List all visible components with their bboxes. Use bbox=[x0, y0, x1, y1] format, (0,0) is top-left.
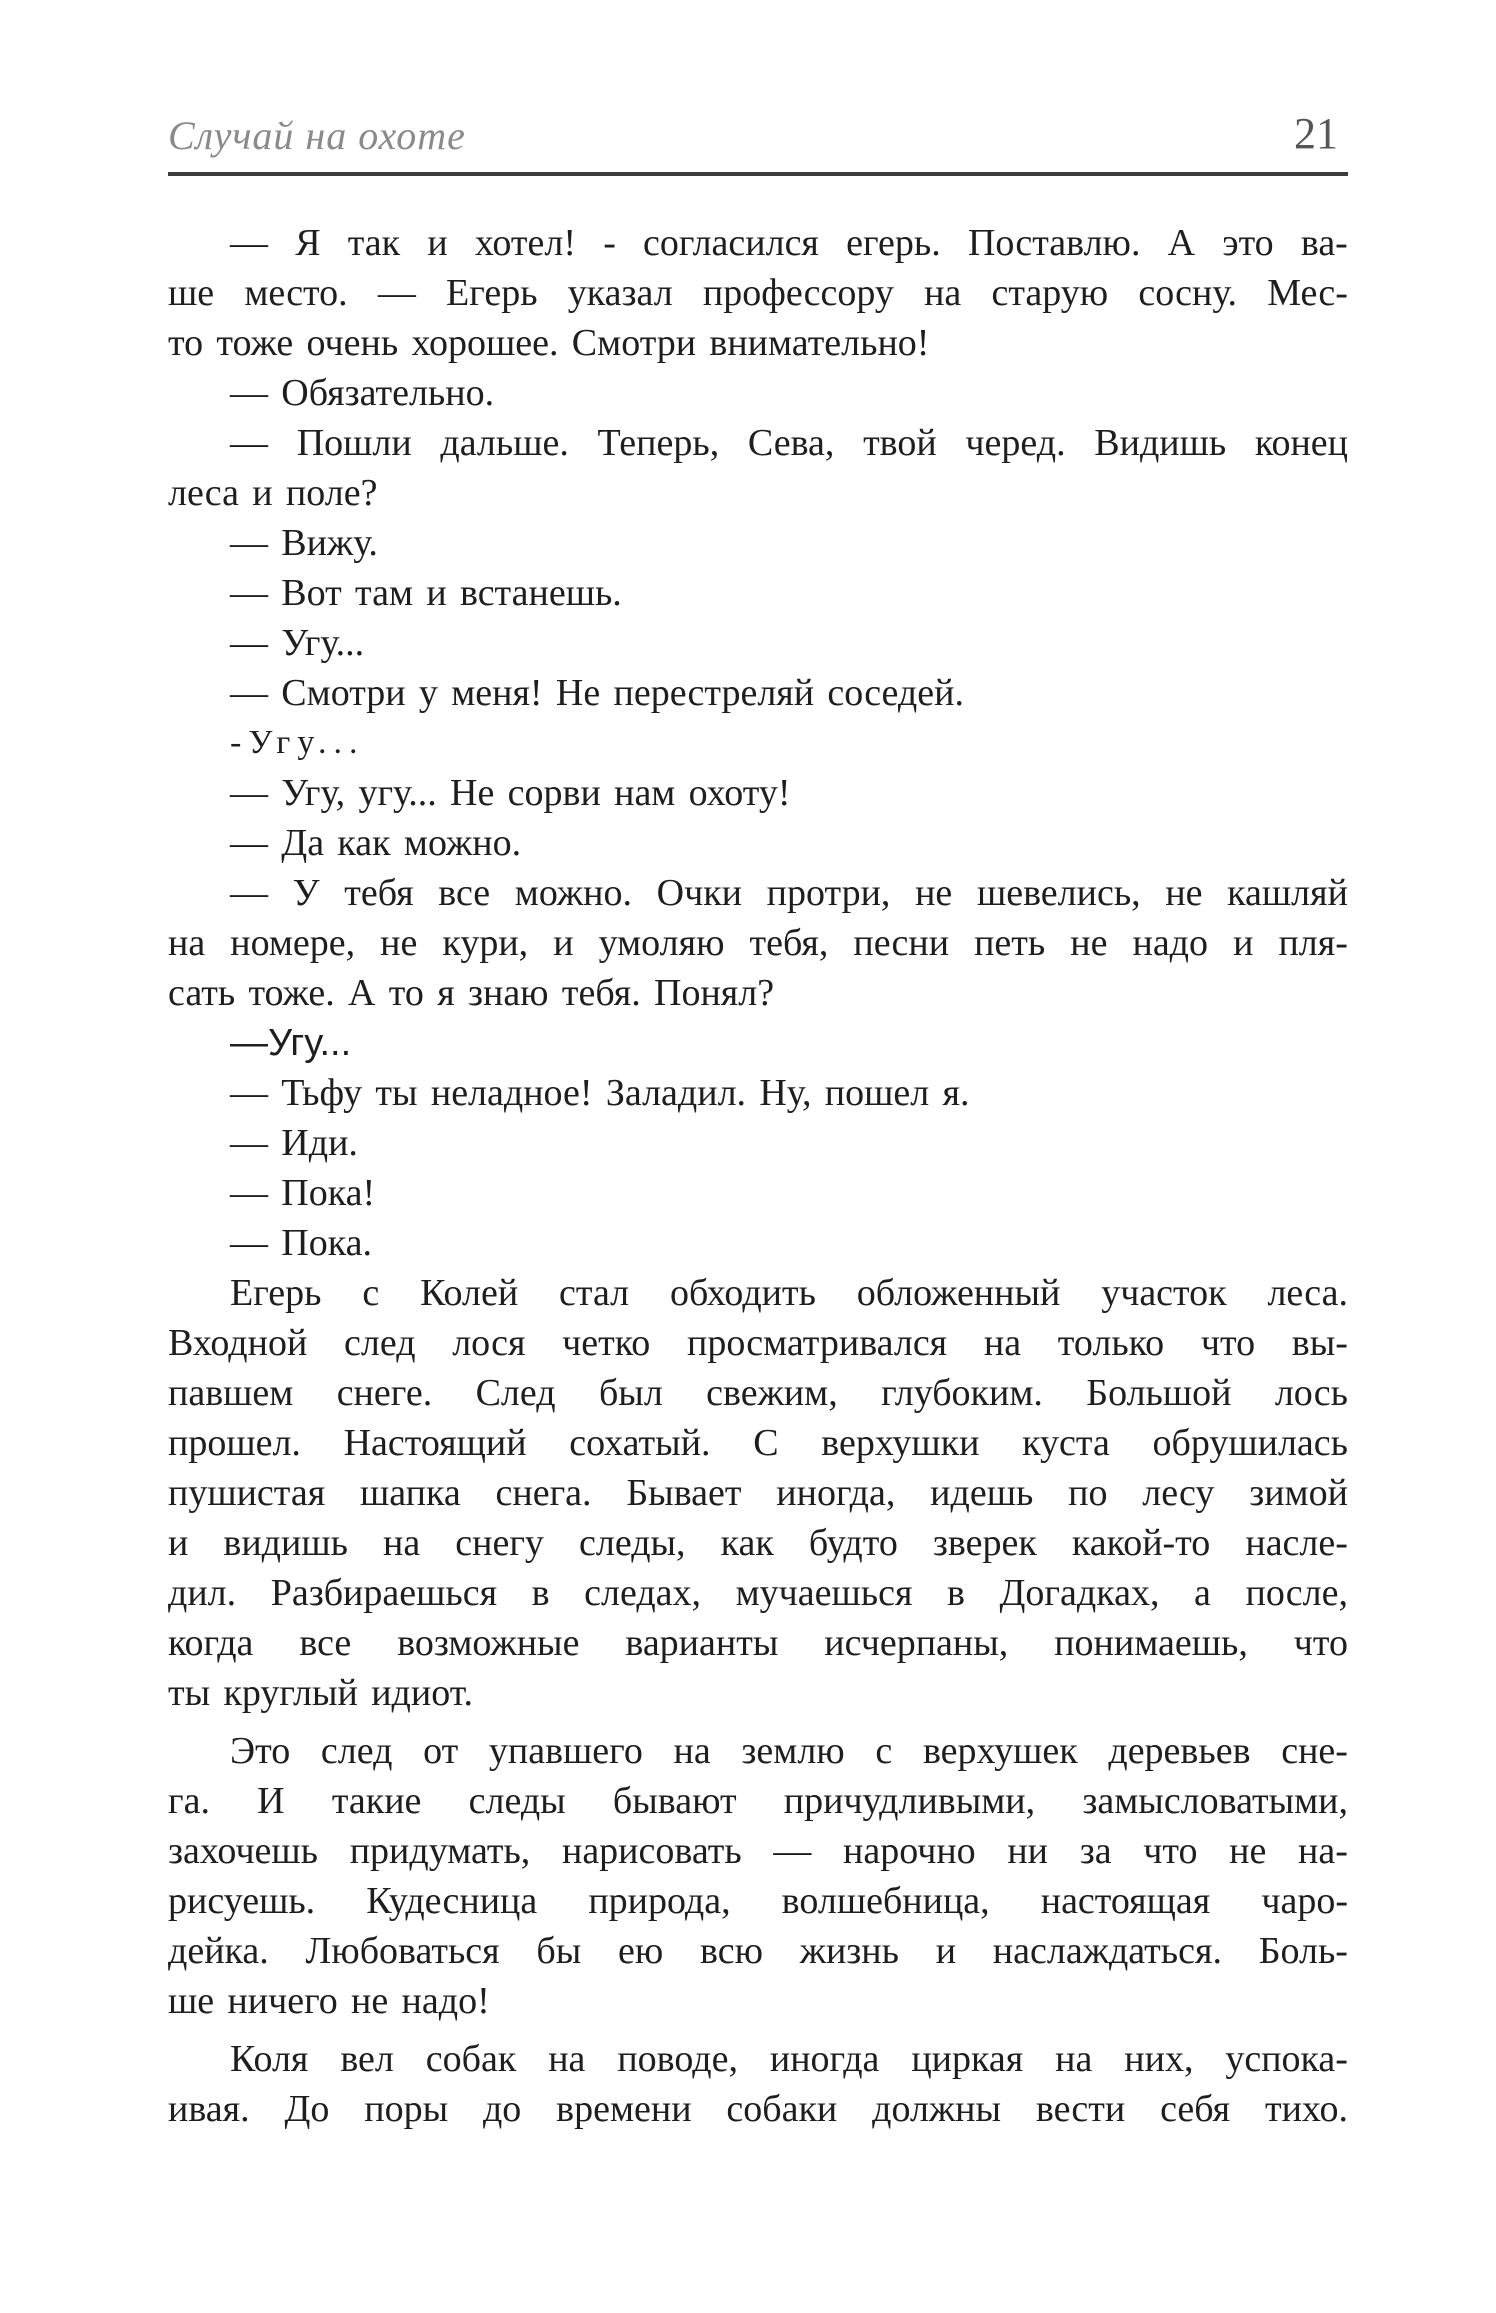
text-line: Это след от упавшего на землю с верхушек деревьев сне- bbox=[230, 1730, 1348, 1772]
text-line: — Обязательно. bbox=[230, 372, 495, 414]
text-line: ше ничего не надо! bbox=[168, 1980, 490, 2022]
page-number: 21 bbox=[1294, 109, 1338, 158]
text-line: и видишь на снегу следы, как будто зверек какой-то насле- bbox=[168, 1522, 1348, 1564]
text-line: -Угу... bbox=[230, 724, 365, 761]
running-title: Случай на охоте bbox=[168, 113, 466, 158]
text-line: дейка. Любоваться бы ею всю жизнь и наслаждаться. Боль- bbox=[168, 1930, 1348, 1972]
text-line: га. И такие следы бывают причудливыми, замысловатыми, bbox=[168, 1780, 1348, 1822]
paragraph-gap bbox=[168, 1718, 1348, 1726]
text-line: ты круглый идиот. bbox=[168, 1672, 473, 1714]
text-line: — Угу, угу... Не сорви нам охоту! bbox=[230, 772, 791, 814]
text-line: — У тебя все можно. Очки протри, не шевелись, не кашляй bbox=[230, 872, 1348, 914]
text-line: — Тьфу ты неладное! Заладил. Ну, пошел я. bbox=[230, 1072, 970, 1114]
text-line: — Пока! bbox=[230, 1172, 376, 1214]
text-line: — Пошли дальше. Теперь, Сева, твой черед. Видишь конец bbox=[230, 422, 1348, 464]
text-line: — Смотри у меня! Не перестреляй соседей. bbox=[230, 672, 964, 714]
text-line: пушистая шапка снега. Бывает иногда, идешь по лесу зимой bbox=[168, 1472, 1348, 1514]
text-line: — Я так и хотел! - согласился егерь. Поставлю. А это ва- bbox=[230, 222, 1348, 264]
text-line: — Вот там и встанешь. bbox=[230, 572, 622, 614]
text-line: когда все возможные варианты исчерпаны, понимаешь, что bbox=[168, 1622, 1348, 1664]
paragraph-gap bbox=[168, 2026, 1348, 2034]
text-line: — Иди. bbox=[230, 1122, 358, 1164]
text-line: Егерь с Колей стал обходить обложенный участок леса. bbox=[230, 1272, 1348, 1314]
text-line: прошел. Настоящий сохатый. С верхушки куста обрушилась bbox=[168, 1422, 1348, 1464]
text-line: леса и поле? bbox=[168, 472, 378, 514]
text-line: дил. Разбираешься в следах, мучаешься в Догадках, а после, bbox=[168, 1572, 1348, 1614]
body-text bbox=[168, 218, 1348, 2134]
text-line: Коля вел собак на поводе, иногда циркая на них, успока- bbox=[230, 2038, 1348, 2080]
text-line: — Пока. bbox=[230, 1222, 372, 1264]
text-line: —Угу... bbox=[230, 1022, 352, 1064]
text-line: ше место. — Егерь указал профессору на старую сосну. Мес- bbox=[168, 272, 1348, 314]
text-line: — Да как можно. bbox=[230, 822, 522, 864]
text-line: — Вижу. bbox=[230, 522, 378, 564]
text-line: ивая. До поры до времени собаки должны вести себя тихо. bbox=[168, 2088, 1348, 2130]
text-line: на номере, не кури, и умоляю тебя, песни петь не надо и пля- bbox=[168, 922, 1348, 964]
text-line: рисуешь. Кудесница природа, волшебница, настоящая чаро- bbox=[168, 1880, 1348, 1922]
text-line: — Угу... bbox=[230, 622, 365, 664]
text-line: захочешь придумать, нарисовать — нарочно ни за что не на- bbox=[168, 1830, 1348, 1872]
text-line: павшем снеге. След был свежим, глубоким. Большой лось bbox=[168, 1372, 1348, 1414]
text-line: сать тоже. А то я знаю тебя. Понял? bbox=[168, 972, 775, 1014]
page-header bbox=[168, 109, 1348, 176]
text-line: Входной след лося четко просматривался на только что вы- bbox=[168, 1322, 1348, 1364]
text-line: то тоже очень хорошее. Смотри внимательно! bbox=[168, 322, 930, 364]
